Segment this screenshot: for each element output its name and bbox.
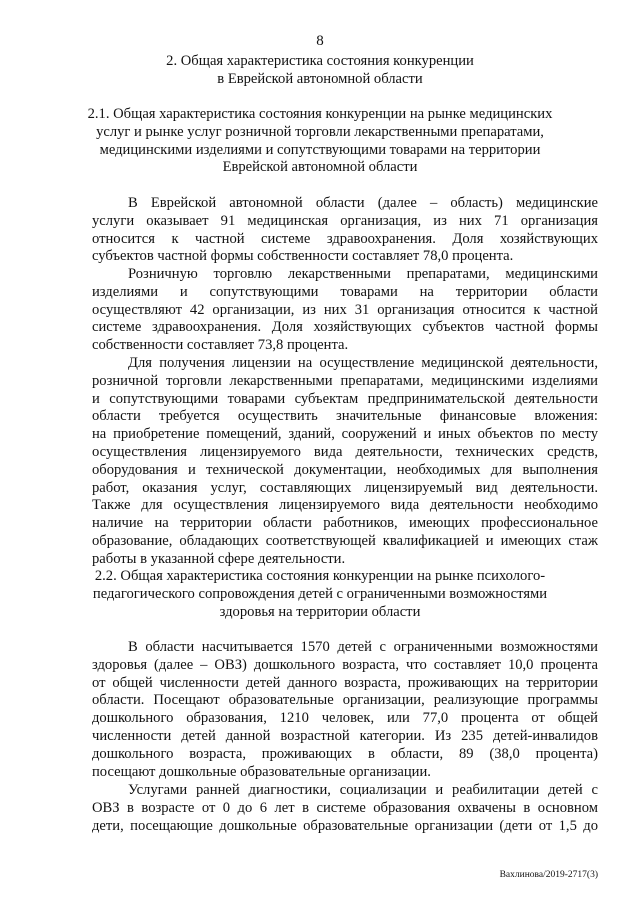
paragraph-children-ovz — [92, 639, 598, 781]
subsection-title-line: 2.2. Общая характеристика состояния конкуренции на рынке психолого- — [94, 568, 546, 584]
text-line: области требуется осуществить значительные финансовые вложения: — [92, 408, 598, 425]
section-title-line: 2. Общая характеристика состояния конкуренции — [166, 53, 474, 69]
text-line: образование, обладающих соответствующей квалификацией и имеющих стаж — [92, 532, 598, 549]
text-line: В области насчитывается 1570 детей с ограниченными возможностями — [128, 639, 598, 655]
text-line: розничной торговли лекарственными препаратами, медицинскими изделиями — [92, 372, 598, 389]
text-line: Также для осуществления лицензируемого вида деятельности необходимо — [92, 497, 598, 514]
text-line: здоровья (далее – ОВЗ) дошкольного возраста, что составляет 10,0 процента — [92, 656, 598, 673]
text-line: осуществления лицензируемого вида деятельности, технических средств, — [92, 443, 598, 460]
text-line: собственности составляет 73,8 процента. — [92, 337, 349, 354]
text-line: наличие на территории области работников, имеющих профессиональное — [92, 515, 598, 532]
text-line: посещают дошкольные образовательные организации. — [92, 763, 431, 780]
text-line: ОВЗ в возрасте от 0 до 6 лет в системе образования охвачены в основном — [92, 799, 598, 816]
subsection-title-line: 2.1. Общая характеристика состояния конкуренции на рынке медицинских — [87, 106, 553, 122]
text-line: В Еврейской автономной области (далее – область) медицинские — [128, 195, 598, 211]
text-line: изделиями и сопутствующими товарами на территории области — [92, 283, 598, 300]
paragraph-retail-pharmacy — [92, 266, 598, 355]
text-line: услуги оказывает 91 медицинская организация, из них 71 организация — [92, 212, 598, 229]
text-line: Услугами ранней диагностики, социализации и реабилитации детей с — [128, 782, 598, 798]
text-line: области. Посещают образовательные организации, реализующие программы — [92, 692, 598, 709]
subsection-2-title — [0, 568, 640, 621]
text-line: Розничную торговлю лекарственными препаратами, медицинскими — [128, 266, 598, 282]
text-line: численности детей данной возрастной категории. Из 235 детей-инвалидов — [92, 727, 598, 744]
text-line: системе здравоохранения. Доля хозяйствующих субъектов частной формы — [92, 319, 598, 336]
text-line: работы в указанной сфере деятельности. — [92, 550, 346, 567]
text-line: осуществляют 42 организации, из них 31 организация относится к частной — [92, 301, 598, 318]
subsection-title-line: педагогического сопровождения детей с ограниченными возможностями — [92, 585, 548, 602]
subsection-title-line: медицинскими изделиями и сопутствующими товарами на территории — [99, 141, 541, 158]
text-line: оборудования и технической документации, необходимых для выполнения — [92, 461, 598, 478]
subsection-1-title — [0, 106, 640, 177]
page-number: 8 — [316, 33, 324, 49]
text-line: и сопутствующими товарами субъектам предпринимательской деятельности — [92, 390, 598, 407]
text-line: на приобретение помещений, зданий, сооружений и иных объектов по месту — [92, 426, 598, 443]
text-line: относится к частной системе здравоохранения. Доля хозяйствующих — [92, 230, 598, 247]
section-title — [0, 53, 640, 89]
text-line: дети, посещающие дошкольные образовательные организации (дети от 1,5 до — [92, 817, 598, 834]
subsection-title-line: здоровья на территории области — [219, 603, 421, 620]
paragraph-medical-services — [92, 195, 598, 266]
subsection-title-line: Еврейской автономной области — [222, 159, 418, 176]
section-title-line: в Еврейской автономной области — [217, 70, 423, 87]
text-line: Для получения лицензии на осуществление медицинской деятельности, — [128, 355, 598, 371]
paragraph-licensing — [92, 355, 598, 569]
text-line: субъектов частной формы собственности составляет 78,0 процента. — [92, 248, 514, 265]
text-line: дошкольного образования, 1210 человек, или 77,0 процента от общей — [92, 710, 598, 727]
text-line: от общей численности детей данного возраста, проживающих на территории — [92, 674, 598, 691]
text-line: дошкольного возраста, проживающих в области, 89 (38,0 процента) — [92, 745, 598, 762]
text-line: работ, оказания услуг, составляющих лицензируемый вид деятельности. — [92, 479, 598, 496]
document-code: Вахлинова/2019-2717(3) — [499, 870, 598, 880]
subsection-title-line: услуг и рынке услуг розничной торговли лекарственными препаратами, — [96, 123, 544, 140]
paragraph-early-diagnostics — [92, 782, 598, 835]
